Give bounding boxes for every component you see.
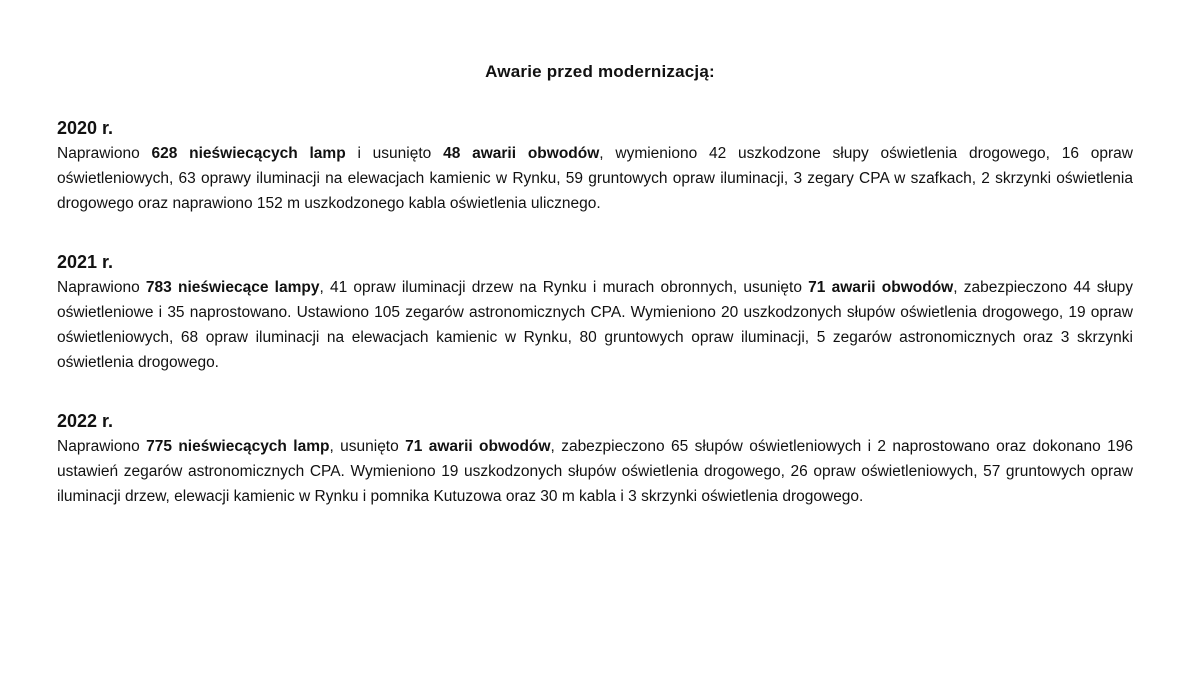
bold-text-run: 71 awarii obwodów [808,279,954,296]
section-2020 [57,117,1133,216]
section-year: 2021 r. [57,252,114,272]
text-run: , 41 opraw iluminacji drzew na Rynku i murach obronnych, usunięto [319,279,809,296]
bold-text-run: 48 awarii obwodów [443,145,600,162]
text-run: Naprawiono [57,279,146,296]
section-year: 2020 r. [57,118,114,138]
page-title: Awarie przed modernizacją: [485,62,715,81]
text-run: Naprawiono [57,438,147,455]
section-paragraph [57,275,1133,375]
bold-text-run: 775 nieświecących lamp [146,438,330,455]
section-year: 2022 r. [57,411,114,431]
text-run: , zabezpieczono 65 słupów oświetleniowych i 2 naprostowano oraz dokonano 196 ustawień zegarów astronomicznych CPA. Wymieniono 19 uszkodzonych słupów oświetlenia drogowego, 26 opraw oświetleniowych, 57 gruntowych opraw iluminacji drzew, elewacji kamienic w Rynku i pomnika Kutuzowa oraz 30 m kabla i 3 skrzynki oświetlenia drogowego. [57,438,1134,505]
bold-text-run: 783 nieświecące lampy [145,279,320,296]
section-paragraph [57,141,1133,216]
section-2022 [57,410,1133,509]
section-2021 [57,251,1133,375]
text-run: Naprawiono [57,145,152,162]
bold-text-run: 71 awarii obwodów [405,438,551,455]
text-run: i usunięto [345,145,444,162]
text-run: , usunięto [329,438,406,455]
text-run: , wymieniono 42 uszkodzone słupy oświetlenia drogowego, 16 opraw oświetleniowych, 63 oprawy iluminacji na elewacjach kamienic w Rynku, 59 gruntowych opraw iluminacji, 3 zegary CPA w szafkach, 2 skrzynki oświetlenia drogowego oraz naprawiono 152 m uszkodzonego kabla oświetlenia ulicznego. [57,145,1133,212]
bold-text-run: 628 nieświecących lamp [151,145,346,162]
section-paragraph [57,434,1133,509]
text-run: , zabezpieczono 44 słupy oświetleniowe i 35 naprostowano. Ustawiono 105 zegarów astronomicznych CPA. Wymieniono 20 uszkodzonych słupów oświetlenia drogowego, 19 opraw oświetleniowych, 68 opraw iluminacji na elewacjach kamienic w Rynku, 80 gruntowych opraw iluminacji, 5 zegarów astronomicznych oraz 3 skrzynki oświetlenia drogowego. [57,279,1133,371]
